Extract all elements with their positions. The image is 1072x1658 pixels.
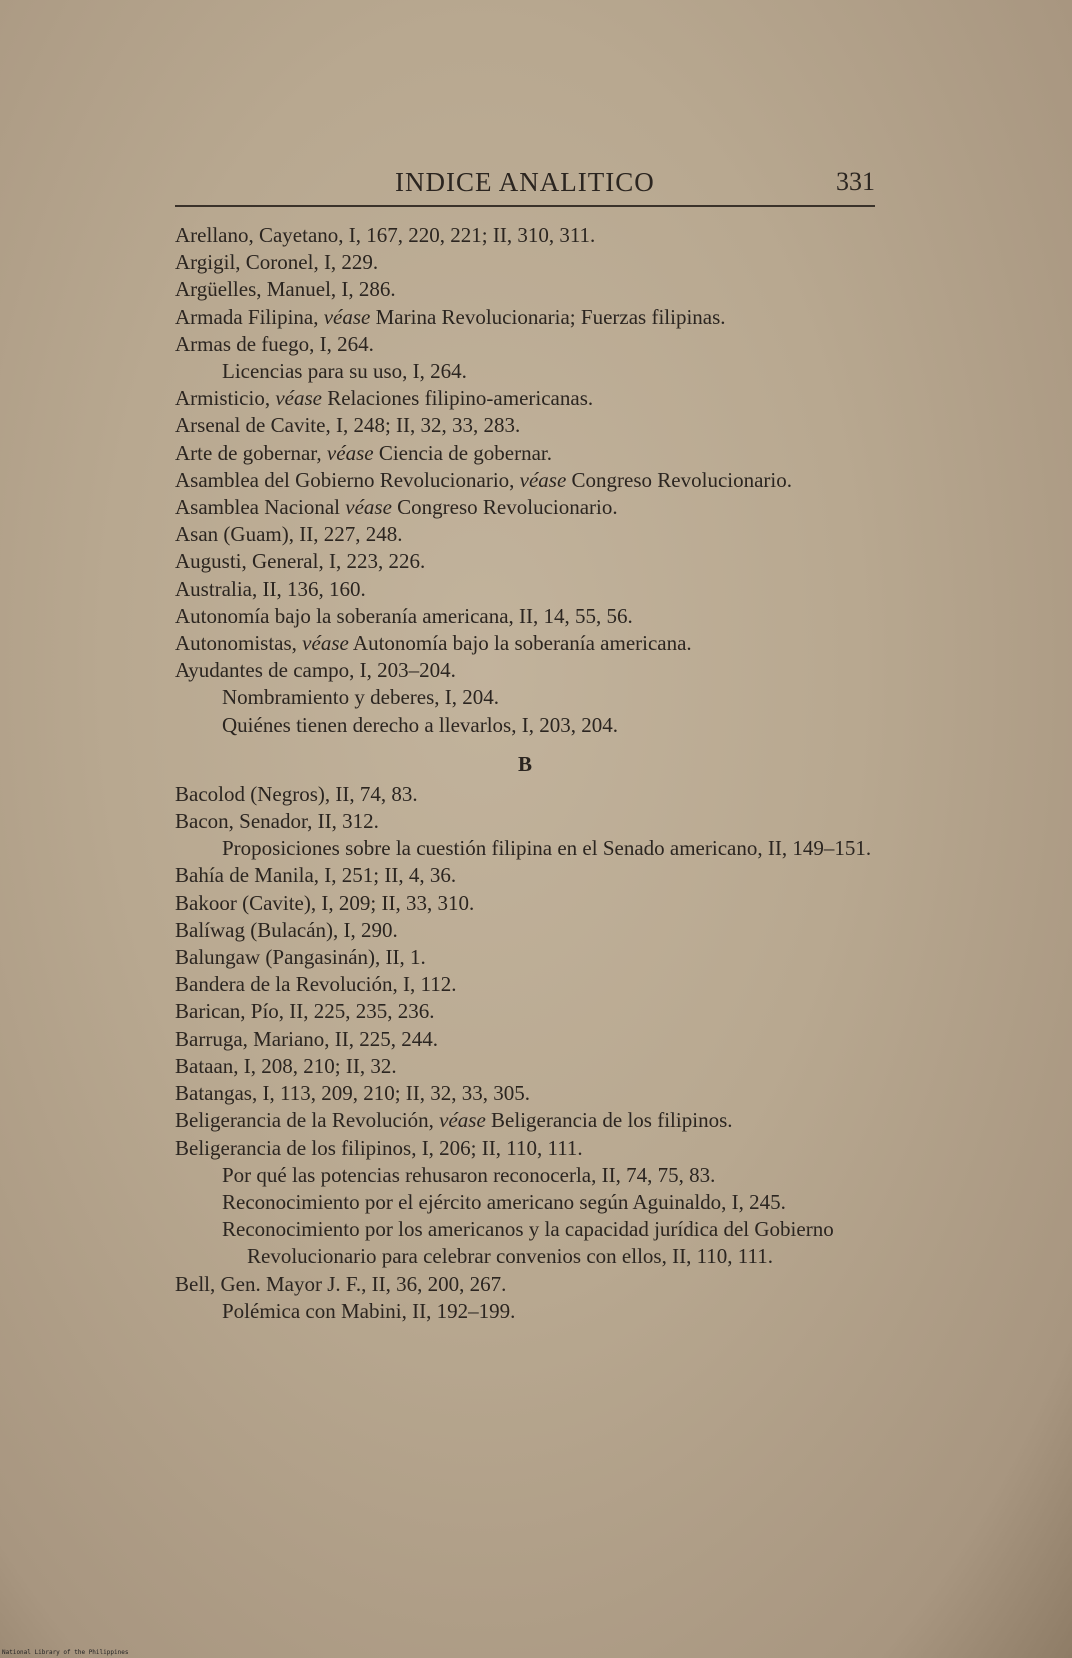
cross-reference-target: Congreso Revolucionario. — [566, 467, 793, 492]
cross-reference-target: Autonomía bajo la soberanía americana. — [348, 631, 692, 656]
index-entry: Bacolod (Negros), II, 74, 83. — [175, 781, 418, 806]
index-entry — [175, 467, 875, 494]
index-subentry: Quiénes tienen derecho a llevarlos, I, 203, 204. — [222, 712, 618, 737]
entry-term: Armisticio, — [175, 386, 276, 411]
cross-reference-target: Relaciones filipino-americanas. — [321, 386, 594, 411]
index-entry: Batangas, I, 113, 209, 210; II, 32, 33, 305. — [175, 1081, 531, 1106]
index-subentry: Nombramiento y deberes, I, 204. — [222, 685, 500, 710]
index-entry: Augusti, General, I, 223, 226. — [175, 549, 426, 574]
entry-term: Asamblea del Gobierno Revolucionario, — [175, 467, 520, 492]
index-entry: Bandera de la Revolución, I, 112. — [175, 972, 457, 997]
index-subentry: Reconocimiento por el ejército americano según Aguinaldo, I, 245. — [222, 1189, 786, 1214]
entry-term: Arte de gobernar, — [175, 440, 327, 465]
index-subentry: Licencias para su uso, I, 264. — [222, 359, 467, 384]
index-entry: Bacon, Senador, II, 312. — [175, 809, 379, 834]
vease-reference: véase — [323, 304, 371, 329]
cross-reference-target: Beligerancia de los filipinos. — [485, 1108, 733, 1133]
index-entry: Armas de fuego, I, 264. — [175, 331, 374, 356]
page-number: 331 — [836, 167, 875, 196]
index-subentry: Proposiciones sobre la cuestión filipina en el Senado americano, II, 149–151. — [222, 836, 872, 861]
section-a-list — [175, 222, 875, 739]
index-entry: Barruga, Mariano, II, 225, 244. — [175, 1026, 439, 1051]
running-header — [175, 165, 875, 207]
index-entry: Bell, Gen. Mayor J. F., II, 36, 200, 267. — [175, 1271, 507, 1296]
index-entry: Barican, Pío, II, 225, 235, 236. — [175, 999, 435, 1024]
vease-reference: véase — [275, 386, 322, 411]
index-entry: Beligerancia de los filipinos, I, 206; II, 110, 111. — [175, 1135, 583, 1160]
index-entry: Argigil, Coronel, I, 229. — [175, 250, 379, 275]
index-entry — [175, 385, 875, 412]
entry-term: Autonomistas, — [175, 631, 303, 656]
footer-credit: National Library of the Philippines — [2, 1649, 129, 1656]
index-subentry: Reconocimiento por los americanos y la capacidad jurídica del Gobierno Revolucionario para celebrar convenios con ellos, II, 110, 111. — [222, 1217, 834, 1269]
vease-reference: véase — [302, 631, 349, 656]
index-entry: Asan (Guam), II, 227, 248. — [175, 522, 403, 547]
index-entry: Australia, II, 136, 160. — [175, 576, 366, 601]
index-entry: Balungaw (Pangasinán), II, 1. — [175, 945, 426, 970]
vease-reference: véase — [326, 440, 374, 465]
cross-reference-target: Congreso Revolucionario. — [391, 495, 618, 520]
index-entry: Argüelles, Manuel, I, 286. — [175, 277, 396, 302]
vease-reference: véase — [519, 467, 567, 492]
index-entry: Arellano, Cayetano, I, 167, 220, 221; II, 310, 311. — [175, 223, 596, 247]
entry-term: Beligerancia de la Revolución, — [175, 1108, 440, 1133]
index-entry: Bataan, I, 208, 210; II, 32. — [175, 1053, 397, 1078]
cross-reference-target: Marina Revolucionaria; Fuerzas filipinas. — [370, 304, 726, 329]
index-entry: Balíwag (Bulacán), I, 290. — [175, 917, 398, 942]
index-entry: Arsenal de Cavite, I, 248; II, 32, 33, 283. — [175, 413, 521, 438]
section-letter-b: B — [517, 751, 532, 776]
page-title: INDICE ANALITICO — [395, 167, 655, 197]
cross-reference-target: Ciencia de gobernar. — [373, 440, 552, 465]
index-entry: Autonomía bajo la soberanía americana, II, 14, 55, 56. — [175, 603, 633, 628]
vease-reference: véase — [439, 1108, 486, 1133]
index-entry: Bakoor (Cavite), I, 209; II, 33, 310. — [175, 890, 475, 915]
index-entry — [175, 494, 875, 521]
vease-reference: véase — [345, 495, 392, 520]
index-entry: Bahía de Manila, I, 251; II, 4, 36. — [175, 863, 457, 888]
index-entry — [175, 630, 875, 657]
index-subentry: Por qué las potencias rehusaron reconocerla, II, 74, 75, 83. — [222, 1162, 716, 1187]
index-entry — [175, 1107, 875, 1134]
index-entry — [175, 304, 875, 331]
index-subentry: Polémica con Mabini, II, 192–199. — [222, 1298, 516, 1323]
index-entry: Ayudantes de campo, I, 203–204. — [175, 658, 456, 683]
index-entries — [175, 222, 875, 1325]
index-entry — [175, 440, 875, 467]
entry-term: Asamblea Nacional — [175, 495, 346, 520]
section-b-list — [175, 781, 875, 1325]
entry-term: Armada Filipina, — [175, 304, 324, 329]
